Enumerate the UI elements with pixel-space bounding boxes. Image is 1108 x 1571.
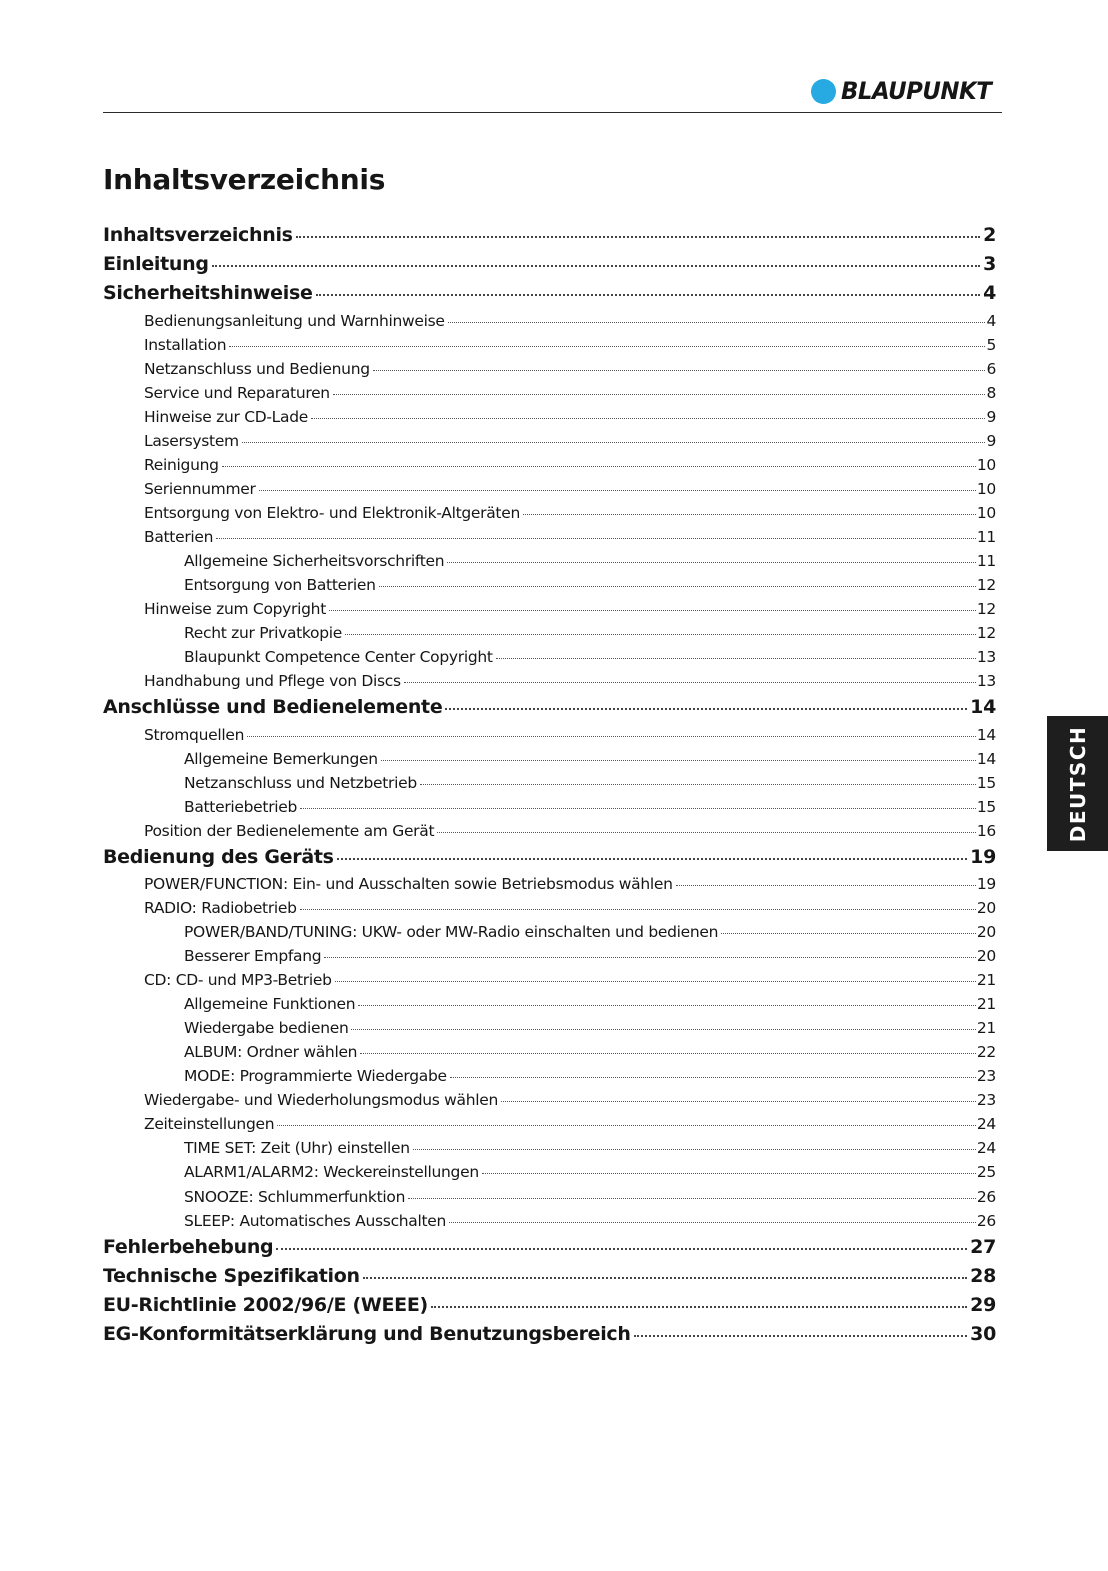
toc-dot-leader <box>296 236 980 238</box>
toc-entry-page: 9 <box>986 407 996 426</box>
toc-entry-label: Hinweise zur CD-Lade <box>144 407 308 426</box>
toc-entry[interactable] <box>103 723 996 747</box>
toc-entry[interactable] <box>103 1088 996 1112</box>
toc-entry-label: Entsorgung von Elektro- und Elektronik-Altgeräten <box>144 503 520 522</box>
toc-entry-page: 14 <box>976 725 996 744</box>
toc-dot-leader <box>311 418 985 419</box>
toc-entry-label: Installation <box>144 335 227 354</box>
toc-entry-page: 10 <box>976 479 996 498</box>
toc-entry-page: 11 <box>976 552 996 571</box>
toc-dot-leader <box>450 1077 976 1078</box>
toc-dot-leader <box>408 1198 976 1199</box>
toc-dot-leader <box>216 538 976 539</box>
toc-entry[interactable] <box>103 621 996 645</box>
toc-entry[interactable] <box>103 405 996 429</box>
toc-entry-page: 13 <box>976 648 996 667</box>
toc-entry-label: Allgemeine Funktionen <box>184 995 356 1014</box>
toc-dot-leader <box>247 736 976 737</box>
toc-dot-leader <box>212 265 980 267</box>
toc-entry-label: ALBUM: Ordner wählen <box>184 1043 358 1062</box>
toc-entry-page: 8 <box>986 383 996 402</box>
toc-entry-label: Batteriebetrieb <box>184 797 298 816</box>
toc-entry-page: 2 <box>983 224 996 246</box>
toc-entry-label: Service und Reparaturen <box>144 383 330 402</box>
toc-entry-page: 6 <box>986 359 996 378</box>
toc-entry-label: Technische Spezifikation <box>103 1264 360 1287</box>
toc-entry[interactable] <box>103 1185 996 1209</box>
toc-entry-page: 15 <box>976 773 996 792</box>
language-tab-label: DEUTSCH <box>1065 725 1090 842</box>
toc-dot-leader <box>523 514 976 515</box>
toc-entry-page: 11 <box>976 527 996 546</box>
toc-entry-label: SLEEP: Automatisches Ausschalten <box>184 1211 447 1230</box>
toc-entry-page: 21 <box>976 1019 996 1038</box>
toc-entry[interactable] <box>103 843 996 872</box>
toc-entry[interactable] <box>103 1112 996 1136</box>
toc-entry-label: Batterien <box>144 527 214 546</box>
toc-dot-leader <box>676 885 976 886</box>
toc-entry[interactable] <box>103 573 996 597</box>
toc-dot-leader <box>445 708 967 710</box>
brand-dot-icon <box>811 79 836 104</box>
toc-entry-page: 24 <box>976 1139 996 1158</box>
toc-entry-label: CD: CD- und MP3-Betrieb <box>144 971 332 990</box>
toc-dot-leader <box>276 1248 967 1250</box>
toc-entry-label: EG-Konformitätserklärung und Benutzungsbereich <box>103 1323 631 1346</box>
toc-dot-leader <box>363 1277 967 1279</box>
toc-entry[interactable] <box>103 357 996 381</box>
toc-entry[interactable] <box>103 1016 996 1040</box>
toc-entry[interactable] <box>103 1064 996 1088</box>
toc-entry-page: 25 <box>976 1163 996 1182</box>
toc-entry-label: Position der Bedienelemente am Gerät <box>144 821 435 840</box>
toc-entry[interactable] <box>103 1160 996 1184</box>
table-of-contents <box>103 221 996 1349</box>
toc-dot-leader <box>404 682 976 683</box>
toc-dot-leader <box>335 981 976 982</box>
toc-dot-leader <box>277 1125 976 1126</box>
toc-entry-page: 9 <box>986 431 996 450</box>
toc-entry-page: 22 <box>976 1043 996 1062</box>
toc-dot-leader <box>229 346 985 347</box>
toc-entry-page: 16 <box>976 821 996 840</box>
toc-entry[interactable] <box>103 771 996 795</box>
toc-entry-label: SNOOZE: Schlummerfunktion <box>184 1187 406 1206</box>
toc-dot-leader <box>501 1101 976 1102</box>
toc-entry-label: Blaupunkt Competence Center Copyright <box>184 648 493 667</box>
toc-entry-page: 19 <box>970 845 996 868</box>
toc-entry-page: 14 <box>976 749 996 768</box>
toc-entry-label: ALARM1/ALARM2: Weckereinstellungen <box>184 1163 479 1182</box>
toc-entry-label: Hinweise zum Copyright <box>144 600 326 619</box>
toc-entry-page: 28 <box>970 1264 996 1287</box>
toc-dot-leader <box>329 610 976 611</box>
toc-entry[interactable] <box>103 819 996 843</box>
toc-entry-page: 13 <box>976 672 996 691</box>
brand-logo <box>811 76 999 106</box>
toc-entry-page: 26 <box>976 1187 996 1206</box>
toc-entry-label: Anschlüsse und Bedienelemente <box>103 696 443 719</box>
toc-entry[interactable] <box>103 1233 996 1262</box>
toc-entry[interactable] <box>103 992 996 1016</box>
toc-entry-page: 21 <box>976 995 996 1014</box>
toc-entry-label: POWER/BAND/TUNING: UKW- oder MW-Radio einschalten und bedienen <box>184 923 719 942</box>
toc-entry-label: Wiedergabe bedienen <box>184 1019 349 1038</box>
toc-entry-label: Handhabung und Pflege von Discs <box>144 672 401 691</box>
toc-entry-label: Netzanschluss und Bedienung <box>144 359 370 378</box>
toc-entry[interactable] <box>103 669 996 693</box>
toc-entry[interactable] <box>103 1262 996 1291</box>
toc-entry-label: Wiedergabe- und Wiederholungsmodus wählen <box>144 1091 499 1110</box>
toc-dot-leader <box>447 562 976 563</box>
toc-entry-page: 20 <box>976 923 996 942</box>
toc-entry-page: 29 <box>970 1294 996 1316</box>
language-tab <box>1047 716 1108 851</box>
toc-dot-leader <box>373 370 986 371</box>
toc-entry-page: 3 <box>983 253 996 276</box>
toc-entry-label: Reinigung <box>144 455 219 474</box>
toc-entry-label: Recht zur Privatkopie <box>184 624 343 643</box>
toc-entry[interactable] <box>103 872 996 896</box>
toc-entry-label: Allgemeine Sicherheitsvorschriften <box>184 552 445 571</box>
toc-entry-label: Inhaltsverzeichnis <box>103 224 293 246</box>
toc-entry[interactable] <box>103 968 996 992</box>
toc-dot-leader <box>337 858 968 860</box>
toc-dot-leader <box>496 658 976 659</box>
toc-entry-page: 23 <box>976 1067 996 1086</box>
toc-entry-page: 12 <box>976 600 996 619</box>
toc-dot-leader <box>448 322 986 323</box>
toc-entry-page: 15 <box>976 797 996 816</box>
toc-entry[interactable] <box>103 453 996 477</box>
toc-entry[interactable] <box>103 597 996 621</box>
toc-entry[interactable] <box>103 645 996 669</box>
toc-entry-label: Zeiteinstellungen <box>144 1115 275 1134</box>
toc-entry-page: 4 <box>986 311 996 330</box>
toc-dot-leader <box>721 933 976 934</box>
toc-entry-label: EU-Richtlinie 2002/96/E (WEEE) <box>103 1294 428 1316</box>
toc-entry-label: Allgemeine Bemerkungen <box>184 749 378 768</box>
toc-entry-label: Sicherheitshinweise <box>103 282 313 305</box>
toc-entry-page: 10 <box>976 503 996 522</box>
toc-dot-leader <box>449 1222 976 1223</box>
toc-entry-page: 14 <box>970 696 996 719</box>
toc-entry-label: TIME SET: Zeit (Uhr) einstellen <box>184 1139 410 1158</box>
toc-entry-page: 20 <box>976 898 996 917</box>
toc-entry[interactable] <box>103 1209 996 1233</box>
toc-entry-label: Entsorgung von Batterien <box>184 576 376 595</box>
toc-entry-page: 26 <box>976 1211 996 1230</box>
toc-entry-page: 21 <box>976 971 996 990</box>
toc-dot-leader <box>358 1005 976 1006</box>
toc-entry-page: 10 <box>976 455 996 474</box>
toc-dot-leader <box>420 784 976 785</box>
toc-entry-page: 27 <box>970 1235 996 1258</box>
toc-entry-page: 24 <box>976 1115 996 1134</box>
toc-entry-page: 30 <box>970 1323 996 1346</box>
toc-entry-page: 5 <box>986 335 996 354</box>
toc-entry-label: Seriennummer <box>144 479 256 498</box>
toc-entry[interactable] <box>103 795 996 819</box>
toc-entry-label: RADIO: Radiobetrieb <box>144 898 297 917</box>
toc-entry[interactable] <box>103 525 996 549</box>
toc-entry[interactable] <box>103 944 996 968</box>
toc-entry-page: 20 <box>976 947 996 966</box>
page-title: Inhaltsverzeichnis <box>103 163 386 196</box>
toc-entry[interactable] <box>103 920 996 944</box>
toc-dot-leader <box>482 1173 976 1174</box>
header-divider <box>103 112 1002 113</box>
toc-dot-leader <box>381 760 976 761</box>
toc-entry[interactable] <box>103 747 996 771</box>
toc-dot-leader <box>222 466 976 467</box>
toc-entry-label: MODE: Programmierte Wiedergabe <box>184 1067 447 1086</box>
toc-entry[interactable] <box>103 309 996 333</box>
toc-entry[interactable] <box>103 1040 996 1064</box>
toc-entry[interactable] <box>103 279 996 308</box>
toc-entry[interactable] <box>103 477 996 501</box>
toc-dot-leader <box>345 634 976 635</box>
toc-entry[interactable] <box>103 381 996 405</box>
toc-entry-label: Netzanschluss und Netzbetrieb <box>184 773 417 792</box>
toc-dot-leader <box>316 294 981 296</box>
toc-entry-page: 12 <box>976 576 996 595</box>
toc-entry-label: POWER/FUNCTION: Ein- und Ausschalten sowie Betriebsmodus wählen <box>144 874 673 893</box>
toc-entry-page: 19 <box>976 874 996 893</box>
toc-entry[interactable] <box>103 333 996 357</box>
toc-entry-label: Besserer Empfang <box>184 947 322 966</box>
toc-dot-leader <box>437 832 976 833</box>
toc-dot-leader <box>379 586 976 587</box>
toc-entry[interactable] <box>103 896 996 920</box>
toc-dot-leader <box>242 442 986 443</box>
toc-dot-leader <box>300 808 976 809</box>
toc-dot-leader <box>431 1306 967 1308</box>
toc-dot-leader <box>333 394 986 395</box>
toc-entry[interactable] <box>103 221 996 250</box>
toc-dot-leader <box>300 909 976 910</box>
toc-entry[interactable] <box>103 501 996 525</box>
toc-entry-label: Bedienungsanleitung und Warnhinweise <box>144 311 445 330</box>
toc-entry[interactable] <box>103 1136 996 1160</box>
toc-entry-label: Stromquellen <box>144 725 245 744</box>
toc-entry[interactable] <box>103 250 996 279</box>
toc-entry-label: Fehlerbehebung <box>103 1235 274 1258</box>
toc-entry-page: 12 <box>976 624 996 643</box>
toc-entry-page: 23 <box>976 1091 996 1110</box>
toc-entry-label: Einleitung <box>103 253 209 276</box>
toc-dot-leader <box>413 1149 976 1150</box>
toc-dot-leader <box>634 1335 968 1337</box>
toc-dot-leader <box>324 957 976 958</box>
toc-dot-leader <box>351 1029 975 1030</box>
toc-entry-page: 4 <box>983 282 996 305</box>
toc-entry[interactable] <box>103 1291 996 1320</box>
toc-dot-leader <box>259 490 976 491</box>
toc-entry[interactable] <box>103 693 996 722</box>
brand-name: BLAUPUNKT <box>840 77 992 105</box>
toc-entry[interactable] <box>103 429 996 453</box>
toc-entry-label: Lasersystem <box>144 431 239 450</box>
toc-dot-leader <box>360 1053 976 1054</box>
toc-entry[interactable] <box>103 549 996 573</box>
toc-entry[interactable] <box>103 1320 996 1349</box>
toc-entry-label: Bedienung des Geräts <box>103 845 334 868</box>
